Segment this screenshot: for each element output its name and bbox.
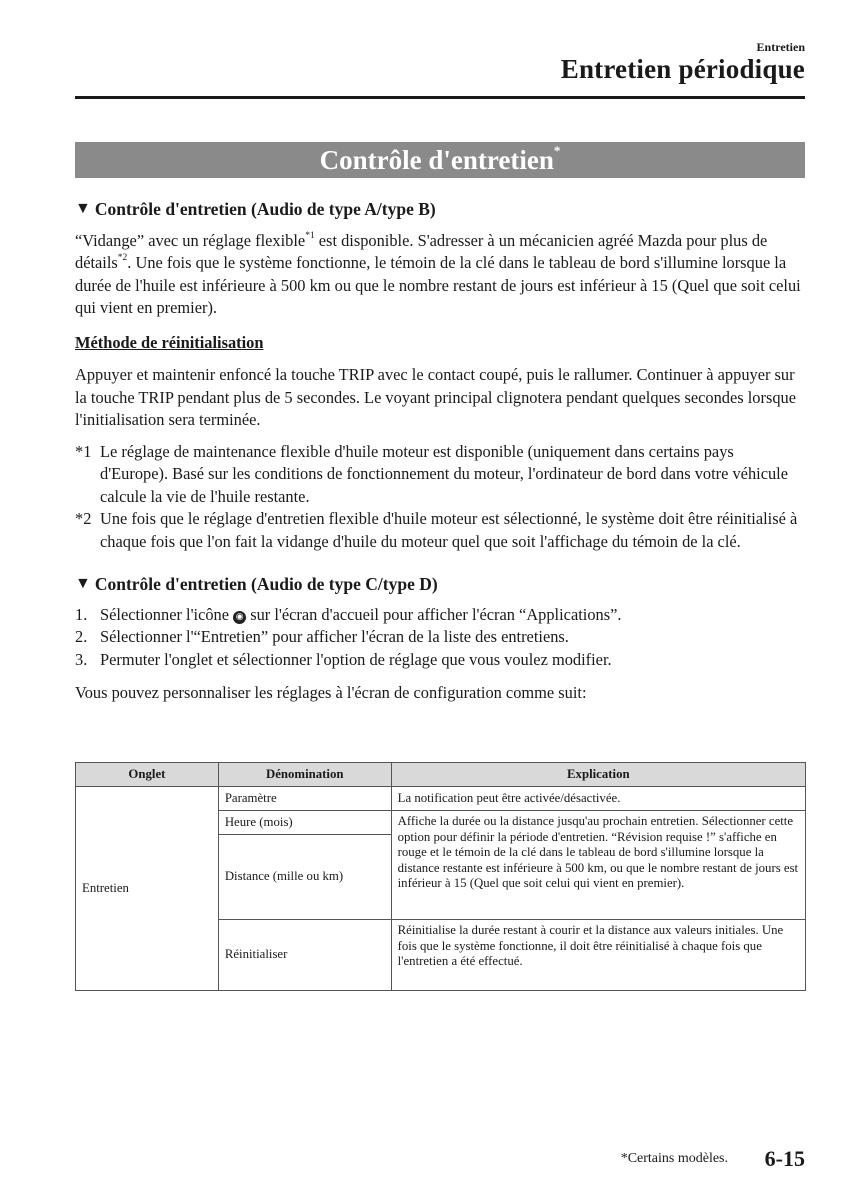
section-heading-ab (75, 198, 805, 221)
table-cell-expl: Réinitialise la durée restant à courir et la distance aux valeurs initiales. Une fois que le système fonctionne, il doit être réinitialisé à chaque fois que l'entretien a été effectué. (391, 920, 805, 991)
footnote-ref-2: *2 (117, 253, 128, 263)
column-header: Explication (391, 763, 805, 787)
footnote-mark: *1 (75, 441, 92, 461)
footnote-mark: *2 (75, 509, 92, 528)
table-cell-name: Paramètre (218, 787, 391, 811)
para-text: “Vidange” avec un réglage flexible (75, 230, 306, 250)
table-cell-tab: Entretien (76, 787, 219, 991)
table-cell-expl: La notification peut être activée/désactivée. (391, 787, 805, 811)
header-divider (75, 96, 805, 99)
footnote (75, 508, 805, 553)
section-banner (75, 142, 805, 178)
list-number: 3. (75, 649, 88, 669)
triangle-down-icon: ▼ (75, 575, 91, 592)
content (75, 198, 805, 705)
footnote-text: Le réglage de maintenance flexible d'huile moteur est disponible (uniquement dans certains pays d'Europe). Basé sur les conditions de fonctionnement du moteur, l'ordinateur de bord dans votre véhicule calcule la vie de l'huile restante. (100, 441, 789, 506)
table-cell-name: Réinitialiser (218, 920, 391, 991)
list-text (100, 604, 621, 627)
list-item (75, 626, 805, 649)
paragraph-vidange (75, 230, 805, 320)
column-header: Dénomination (218, 763, 391, 787)
table-row (76, 787, 806, 811)
page-number: 6-15 (764, 1146, 805, 1171)
list-text: Permuter l'onglet et sélectionner l'option de réglage que vous voulez modifier. (100, 649, 612, 669)
banner-title: Contrôle d'entretien (319, 145, 554, 175)
triangle-down-icon: ▼ (75, 200, 91, 217)
column-header: Onglet (76, 763, 219, 787)
list-item (75, 604, 805, 627)
step-text: sur l'écran d'accueil pour afficher l'écran “Applications”. (246, 604, 622, 624)
settings-table (75, 762, 806, 991)
table-cell-expl: Affiche la durée ou la distance jusqu'au prochain entretien. Sélectionner cette option pour définir la période d'entretien. “Révision requise !” s'affiche en rouge et le témoin de la clé dans le tableau de bord s'illumine lorsque la distance restante est inférieure à 500 km, ou que le nombre restant de jours est inférieur à 15 (Quel que soit celui qui vient en premier). (391, 811, 805, 920)
config-intro: Vous pouvez personnaliser les réglages à l'écran de configuration comme suit: (75, 683, 587, 702)
list-item (75, 649, 805, 672)
section-heading-cd-text: Contrôle d'entretien (Audio de type C/type D) (94, 574, 438, 594)
header-section-label: Entretien (756, 40, 805, 54)
list-text: Sélectionner l'“Entretien” pour afficher l'écran de la liste des entretiens. (100, 627, 569, 646)
list-number: 2. (75, 627, 88, 646)
footnote-ref-1: *1 (305, 230, 315, 241)
para-text: est disponible. S'adresser à un mécanicien agréé Mazda pour plus de détails (75, 230, 768, 272)
table-cell-name: Heure (mois) (218, 811, 391, 835)
step-text: Sélectionner l'icône (100, 604, 234, 624)
para-text: . Une fois que le système fonctionne, le témoin de la clé dans le tableau de bord s'illumine lorsque la durée de l'huile est inférieure à 500 km ou que le nombre restant de jours est inférieur à 15 (Quel que soit celui qui vient en premier). (75, 253, 801, 317)
section-heading-cd (75, 573, 805, 596)
footer-note: *Certains modèles. (620, 1151, 728, 1166)
applications-icon: ◉ (233, 611, 246, 624)
footnote (75, 441, 805, 509)
method-heading: Méthode de réinitialisation (75, 332, 264, 352)
table-header-row (76, 763, 806, 787)
section-heading-ab-text: Contrôle d'entretien (Audio de type A/type B) (94, 199, 436, 219)
banner-marker: * (553, 143, 561, 158)
footnotes (75, 441, 805, 554)
steps-list (75, 604, 805, 672)
table-cell-name: Distance (mille ou km) (218, 835, 391, 920)
footnote-text: Une fois que le réglage d'entretien flexible d'huile moteur est sélectionné, le système doit être réinitialisé à chaque fois que l'on fait la vidange d'huile du moteur quel que soit l'affichage du témoin de la clé. (100, 509, 798, 551)
list-number: 1. (75, 604, 88, 624)
header-title: Entretien périodique (560, 54, 805, 84)
method-text: Appuyer et maintenir enfoncé la touche TRIP avec le contact coupé, puis le rallumer. Continuer à appuyer sur la touche TRIP pendant plus de 5 secondes. Le voyant principal clignotera pendant quelques secondes lorsque l'initialisation sera terminée. (75, 365, 796, 429)
